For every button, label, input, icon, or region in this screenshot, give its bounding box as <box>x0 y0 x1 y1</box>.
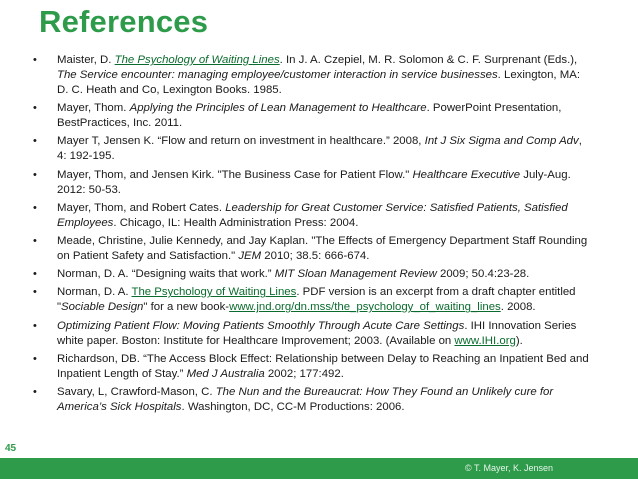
ref-text: 2010; 38.5: 666-674. <box>261 249 370 262</box>
ref-book-title: The Nun and the Bureaucrat: How They Found an Unlikely cure for America’s Sick Hospitals <box>57 385 554 413</box>
ref-book-title: Applying the Principles of Lean Management to Healthcare <box>129 102 427 115</box>
ref-paper-title: Optimizing Patient Flow: Moving Patients Smoothly Through Acute Care Settings <box>57 319 465 332</box>
ref-text: . PowerPoint Presentation, BestPractices, Inc. 2011. <box>57 102 562 130</box>
ref-journal-title: MIT Sloan Management Review <box>274 268 437 281</box>
reference-item-ihi <box>33 319 593 349</box>
ref-text: . 2008. <box>500 301 536 314</box>
reference-item-mayer-jensen-business-case <box>33 168 593 198</box>
ref-text: Mayer, Thom, and Jensen Kirk. "The Business Case for Patient Flow." <box>57 168 413 181</box>
bullet-icon: • <box>33 102 37 115</box>
ref-link-jnd-org[interactable]: www.jnd.org/dn.mss/the_psychology_of_waiting_lines <box>229 301 501 314</box>
reference-item-savary <box>33 385 593 415</box>
ref-journal-title: Med J Australia <box>186 367 265 380</box>
ref-text: . In J. A. Czepiel, M. R. Solomon & C. F. Surprenant (Eds.), <box>279 54 578 66</box>
bullet-icon: • <box>33 268 37 281</box>
ref-text: Norman, D. A. <box>57 286 132 299</box>
ref-text: ). <box>515 334 523 347</box>
bullet-icon: • <box>33 385 37 398</box>
ref-journal-title: Healthcare Executive <box>412 168 521 181</box>
ref-journal-title: Int J Six Sigma and Comp Adv <box>424 135 579 148</box>
ref-book-title: Leadership for Great Customer Service: Satisfied Patients, Satisfied Employees <box>57 201 568 229</box>
ref-link-ihi-org[interactable]: www.IHI.org <box>454 334 516 347</box>
ref-text: Maister, D. <box>57 54 115 66</box>
ref-text: Meade, Christine, Julie Kennedy, and Jay Kaplan. "The Effects of Emergency Department Staff Rounding on Patient Safety and Satisfaction." <box>57 234 588 262</box>
ref-link-psychology-of-waiting-lines[interactable]: The Psychology of Waiting Lines <box>114 54 280 66</box>
ref-text: Mayer, Thom. <box>57 102 130 115</box>
slide-title: References <box>39 4 209 39</box>
ref-text: , 4: 192-195. <box>57 135 582 163</box>
bullet-icon: • <box>33 54 37 66</box>
ref-text: . PDF version is an excerpt from a draft chapter entitled " <box>57 286 576 314</box>
ref-text: Norman, D. A. “Designing waits that work.” <box>57 268 275 281</box>
ref-text: Mayer, Thom, and Robert Cates. <box>57 201 226 214</box>
ref-link-psychology-of-waiting-lines[interactable]: The Psychology of Waiting Lines <box>131 286 297 299</box>
footer-bar <box>0 458 638 479</box>
reference-item-mayer-cates <box>33 201 593 231</box>
reference-item-mayer-jensen-flow <box>33 134 593 164</box>
references-list <box>33 53 593 418</box>
bullet-icon: • <box>33 234 37 247</box>
reference-item-richardson <box>33 352 593 382</box>
ref-text: Richardson, DB. “The Access Block Effect: Relationship between Delay to Reaching an Inpatient Bed and Inpatient Length of Stay.” <box>57 352 589 380</box>
bullet-icon: • <box>33 286 37 299</box>
ref-text: " for a new book- <box>143 301 230 314</box>
ref-text: . Washington, DC, CC-M Productions: 2006. <box>181 400 405 413</box>
copyright-text: © T. Mayer, K. Jensen <box>464 463 553 473</box>
ref-text: . Lexington, MA: D. C. Heath and Co, Lexington Books. 1985. <box>57 69 580 96</box>
ref-text: July-Aug. 2012: 50-53. <box>57 168 571 196</box>
reference-item-norman-psychology <box>33 285 593 315</box>
slide-number: 45 <box>5 443 17 454</box>
ref-text: . IHI Innovation Series white paper. Boston: Institute for Healthcare Improvement; 2003. (Available on <box>57 319 577 347</box>
ref-text: 2009; 50.4:23-28. <box>436 268 530 281</box>
bullet-icon: • <box>33 319 37 332</box>
ref-text: 2002; 177:492. <box>264 367 344 380</box>
ref-chapter-title: Sociable Design <box>61 301 144 314</box>
bullet-icon: • <box>33 352 37 365</box>
ref-text: Savary, L, Crawford-Mason, C. <box>57 385 216 398</box>
ref-journal-title: JEM <box>238 249 262 262</box>
bullet-icon: • <box>33 201 37 214</box>
reference-item-mayer-lean <box>33 101 593 131</box>
ref-text: Mayer T, Jensen K. “Flow and return on investment in healthcare.” 2008, <box>57 135 425 148</box>
reference-item-maister <box>33 53 593 98</box>
reference-item-norman-designing-waits <box>33 267 593 282</box>
ref-book-title: The Service encounter: managing employee/customer interaction in service businesses <box>57 69 498 81</box>
bullet-icon: • <box>33 168 37 181</box>
ref-text: . Chicago, IL: Health Administration Press: 2004. <box>113 216 359 229</box>
reference-item-meade <box>33 234 593 264</box>
bullet-icon: • <box>33 135 37 148</box>
